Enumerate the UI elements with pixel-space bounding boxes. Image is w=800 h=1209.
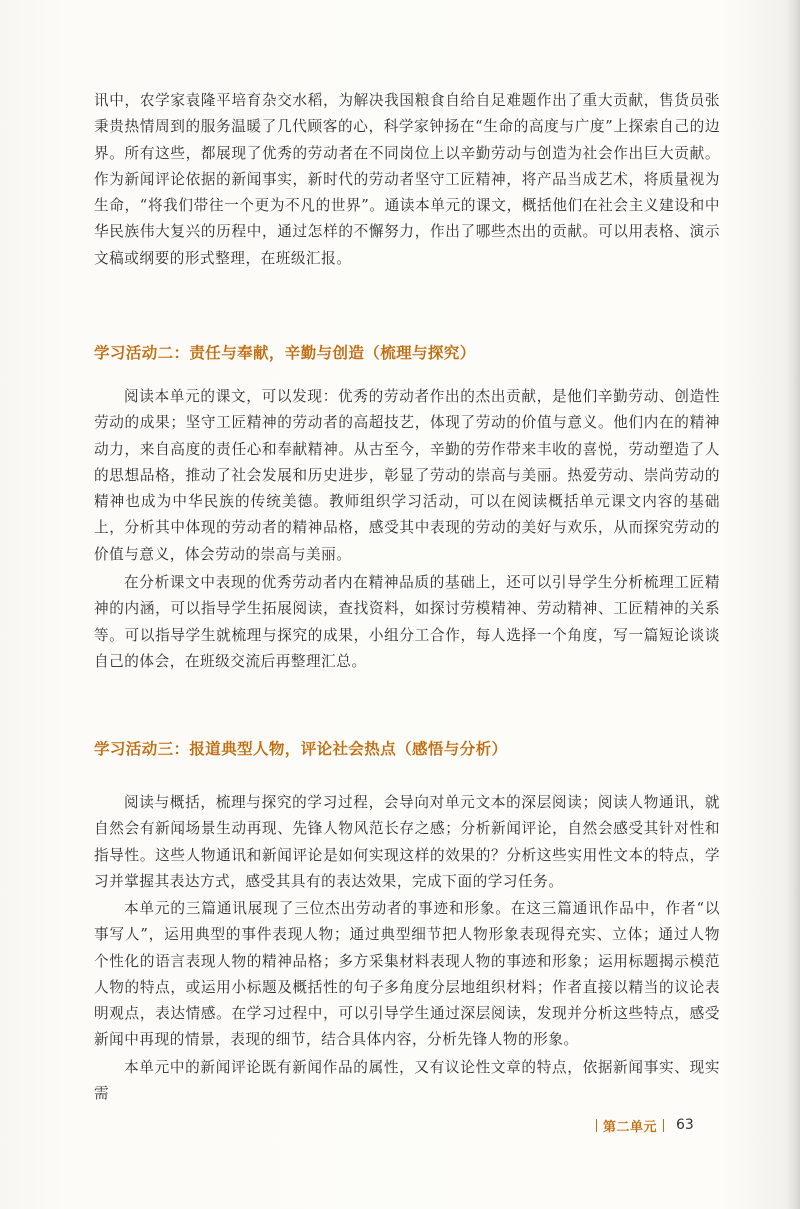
section-heading-activity-2: 学习活动二：责任与奉献，辛勤与创造（梳理与探究） bbox=[94, 344, 476, 362]
footer-divider-right bbox=[663, 1119, 664, 1132]
paragraph-activity-2-main: 阅读本单元的课文，可以发现：优秀的劳动者作出的杰出贡献，是他们辛勤劳动、创造性劳动的成果；坚守工匠精神的劳动者的高超技艺，体现了劳动的价值与意义。他们内在的精神动力，来自高度的责任心和奉献精神。从古至今，辛勤的劳作带来丰收的喜悦，劳动塑造了人的思想品格，推动了社会发展和历史进步，彰显了劳动的崇高与美丽。热爱劳动、崇尚劳动的精神也成为中华民族的传统美德。教师组织学习活动，可以在阅读概括单元课文内容的基础上，分析其中体现的劳动者的精神品格，感受其中表现的劳动的美好与欢乐，从而探究劳动的价值与意义，体会劳动的崇高与美丽。 bbox=[94, 388, 720, 563]
footer-unit-label: 第二单元 bbox=[603, 1119, 658, 1135]
paragraph-activity-3-commentary: 本单元中的新闻评论既有新闻作品的属性，又有议论性文章的特点，依据新闻事实、现实需 bbox=[94, 1059, 720, 1103]
paragraph-intro-continuation: 讯中，农学家袁隆平培育杂交水稻，为解决我国粮食自给自足难题作出了重大贡献，售货员张秉贵热情周到的服务温暖了几代顾客的心，科学家钟扬在“生命的高度与广度”上探索自己的边界。所有这些，都展现了优秀的劳动者在不同岗位上以辛勤劳动与创造为社会作出巨大贡献。作为新闻评论依据的新闻事实，新时代的劳动者坚守工匠精神，将产品当成艺术，将质量视为生命，“将我们带往一个更为不凡的世界”。通读本单元的课文，概括他们在社会主义建设和中华民族伟大复兴的历程中，通过怎样的不懈努力，作出了哪些杰出的贡献。可以用表格、演示文稿或纲要的形式整理，在班级汇报。 bbox=[94, 92, 720, 267]
footer-divider-left bbox=[596, 1119, 597, 1132]
paragraph-activity-3-intro: 阅读与概括，梳理与探究的学习过程，会导向对单元文本的深层阅读；阅读人物通讯，就自然会有新闻场景生动再现、先锋人物风范长存之感；分析新闻评论，自然会感受其针对性和指导性。这些人物通讯和新闻评论是如何实现这样的效果的？分析这些实用性文本的特点，学习并掌握其表达方式，感受其具有的表达效果，完成下面的学习任务。 bbox=[94, 794, 720, 890]
section-heading-activity-3: 学习活动三：报道典型人物，评论社会热点（感悟与分析） bbox=[94, 740, 508, 758]
paragraph-activity-3-features: 本单元的三篇通讯展现了三位杰出劳动者的事迹和形象。在这三篇通讯作品中，作者“以事写人”，运用典型的事件表现人物；通过典型细节把人物形象表现得充实、立体；通过人物个性化的语言表现人物的精神品格；多方采集材料表现人物的事迹和形象；运用标题揭示模范人物的特点，或运用小标题及概括性的句子多角度分层地组织材料；作者直接以精当的议论表明观点，表达情感。在学习过程中，可以引导学生通过深层阅读，发现并分析这些特点，感受新闻中再现的情景，表现的细节，结合具体内容，分析先锋人物的形象。 bbox=[94, 900, 720, 1049]
page-edge-shadow bbox=[786, 0, 800, 1209]
page-number: 63 bbox=[676, 1117, 694, 1133]
page-footer bbox=[590, 1114, 694, 1136]
paragraph-activity-2-extension: 在分析课文中表现的优秀劳动者内在精神品质的基础上，还可以引导学生分析梳理工匠精神的内涵，可以指导学生拓展阅读，查找资料，如探讨劳模精神、劳动精神、工匠精神的关系等。可以指导学生就梳理与探究的成果，小组分工合作，每人选择一个角度，写一篇短论谈谈自己的体会，在班级交流后再整理汇总。 bbox=[94, 574, 720, 670]
